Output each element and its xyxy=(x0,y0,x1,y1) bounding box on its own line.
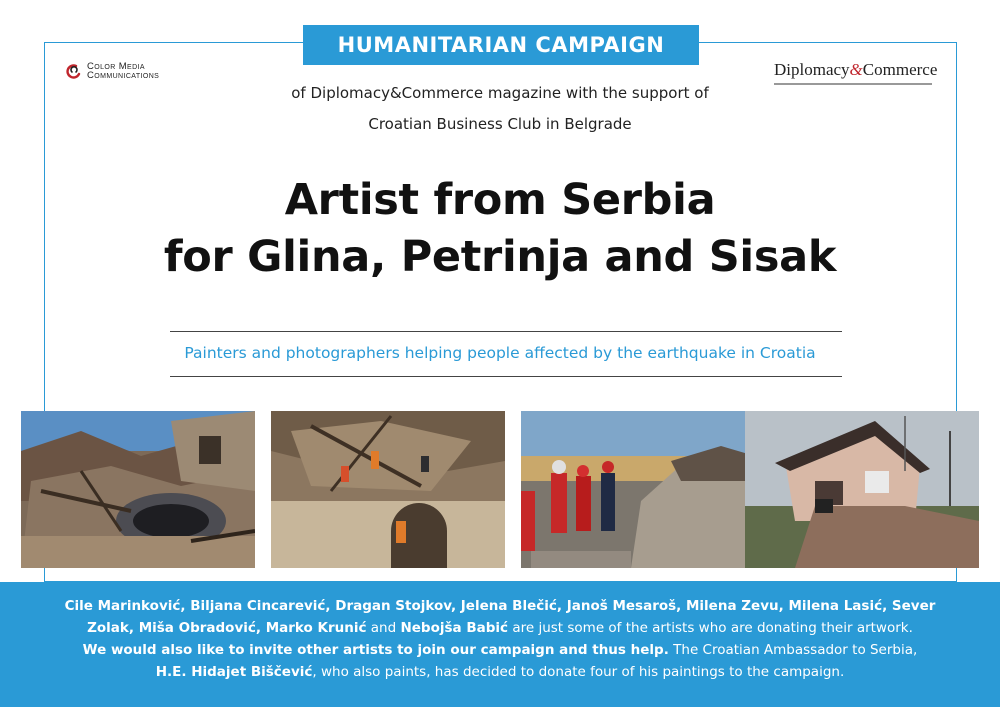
tagline: Painters and photographers helping people affected by the earthquake in Croatia xyxy=(184,344,816,362)
ambassador-donation: , who also paints, has decided to donate four of his paintings to the campaign. xyxy=(312,664,845,680)
diplomacy-commerce-logo xyxy=(774,60,938,85)
artist-list-and: and xyxy=(366,620,401,636)
earthquake-rubble-photo xyxy=(21,411,255,568)
ambassador-name: H.E. Hidajet Biščević xyxy=(155,664,313,680)
logo-left-line2: Communications xyxy=(87,70,160,81)
ambassador-intro: The Croatian Ambassador to Serbia, xyxy=(668,642,918,658)
subtitle-line-1: of Diplomacy&Commerce magazine with the support of xyxy=(291,84,709,102)
logo-right-amp: & xyxy=(849,60,863,79)
divider-top xyxy=(170,331,842,332)
logo-right-part2: Commerce xyxy=(862,60,938,79)
title-line-2: for Glina, Petrinja and Sisak xyxy=(163,232,837,282)
logo-left-line1: Color Media xyxy=(87,61,145,72)
rescue-team-photo xyxy=(521,411,755,568)
subtitle-line-2: Croatian Business Club in Belgrade xyxy=(368,115,632,133)
page-title xyxy=(0,172,1000,286)
color-media-swirl-icon xyxy=(66,63,82,79)
invite-text: We would also like to invite other artists to join our campaign and thus help. xyxy=(82,642,669,658)
rescuers-in-rubble-photo xyxy=(271,411,505,568)
campaign-banner: HUMANITARIAN CAMPAIGN xyxy=(303,25,699,65)
color-media-logo xyxy=(66,62,159,80)
donating-text: are just some of the artists who are donating their artwork. xyxy=(508,620,913,636)
damaged-house-photo xyxy=(745,411,979,568)
footer-text-block xyxy=(0,582,1000,707)
title-line-1: Artist from Serbia xyxy=(284,175,716,225)
artist-list: Cile Marinković, Biljana Cincarević, Dragan Stojkov, Jelena Blečić, Janoš Mesaroš, Milena Zevu, Milena Lasić, Sever Zolak, Miša Obradović, Marko Krunić xyxy=(64,598,936,636)
logo-right-part1: Diplomacy xyxy=(774,60,850,79)
artist-last: Nebojša Babić xyxy=(400,620,509,636)
divider-bottom xyxy=(170,376,842,377)
